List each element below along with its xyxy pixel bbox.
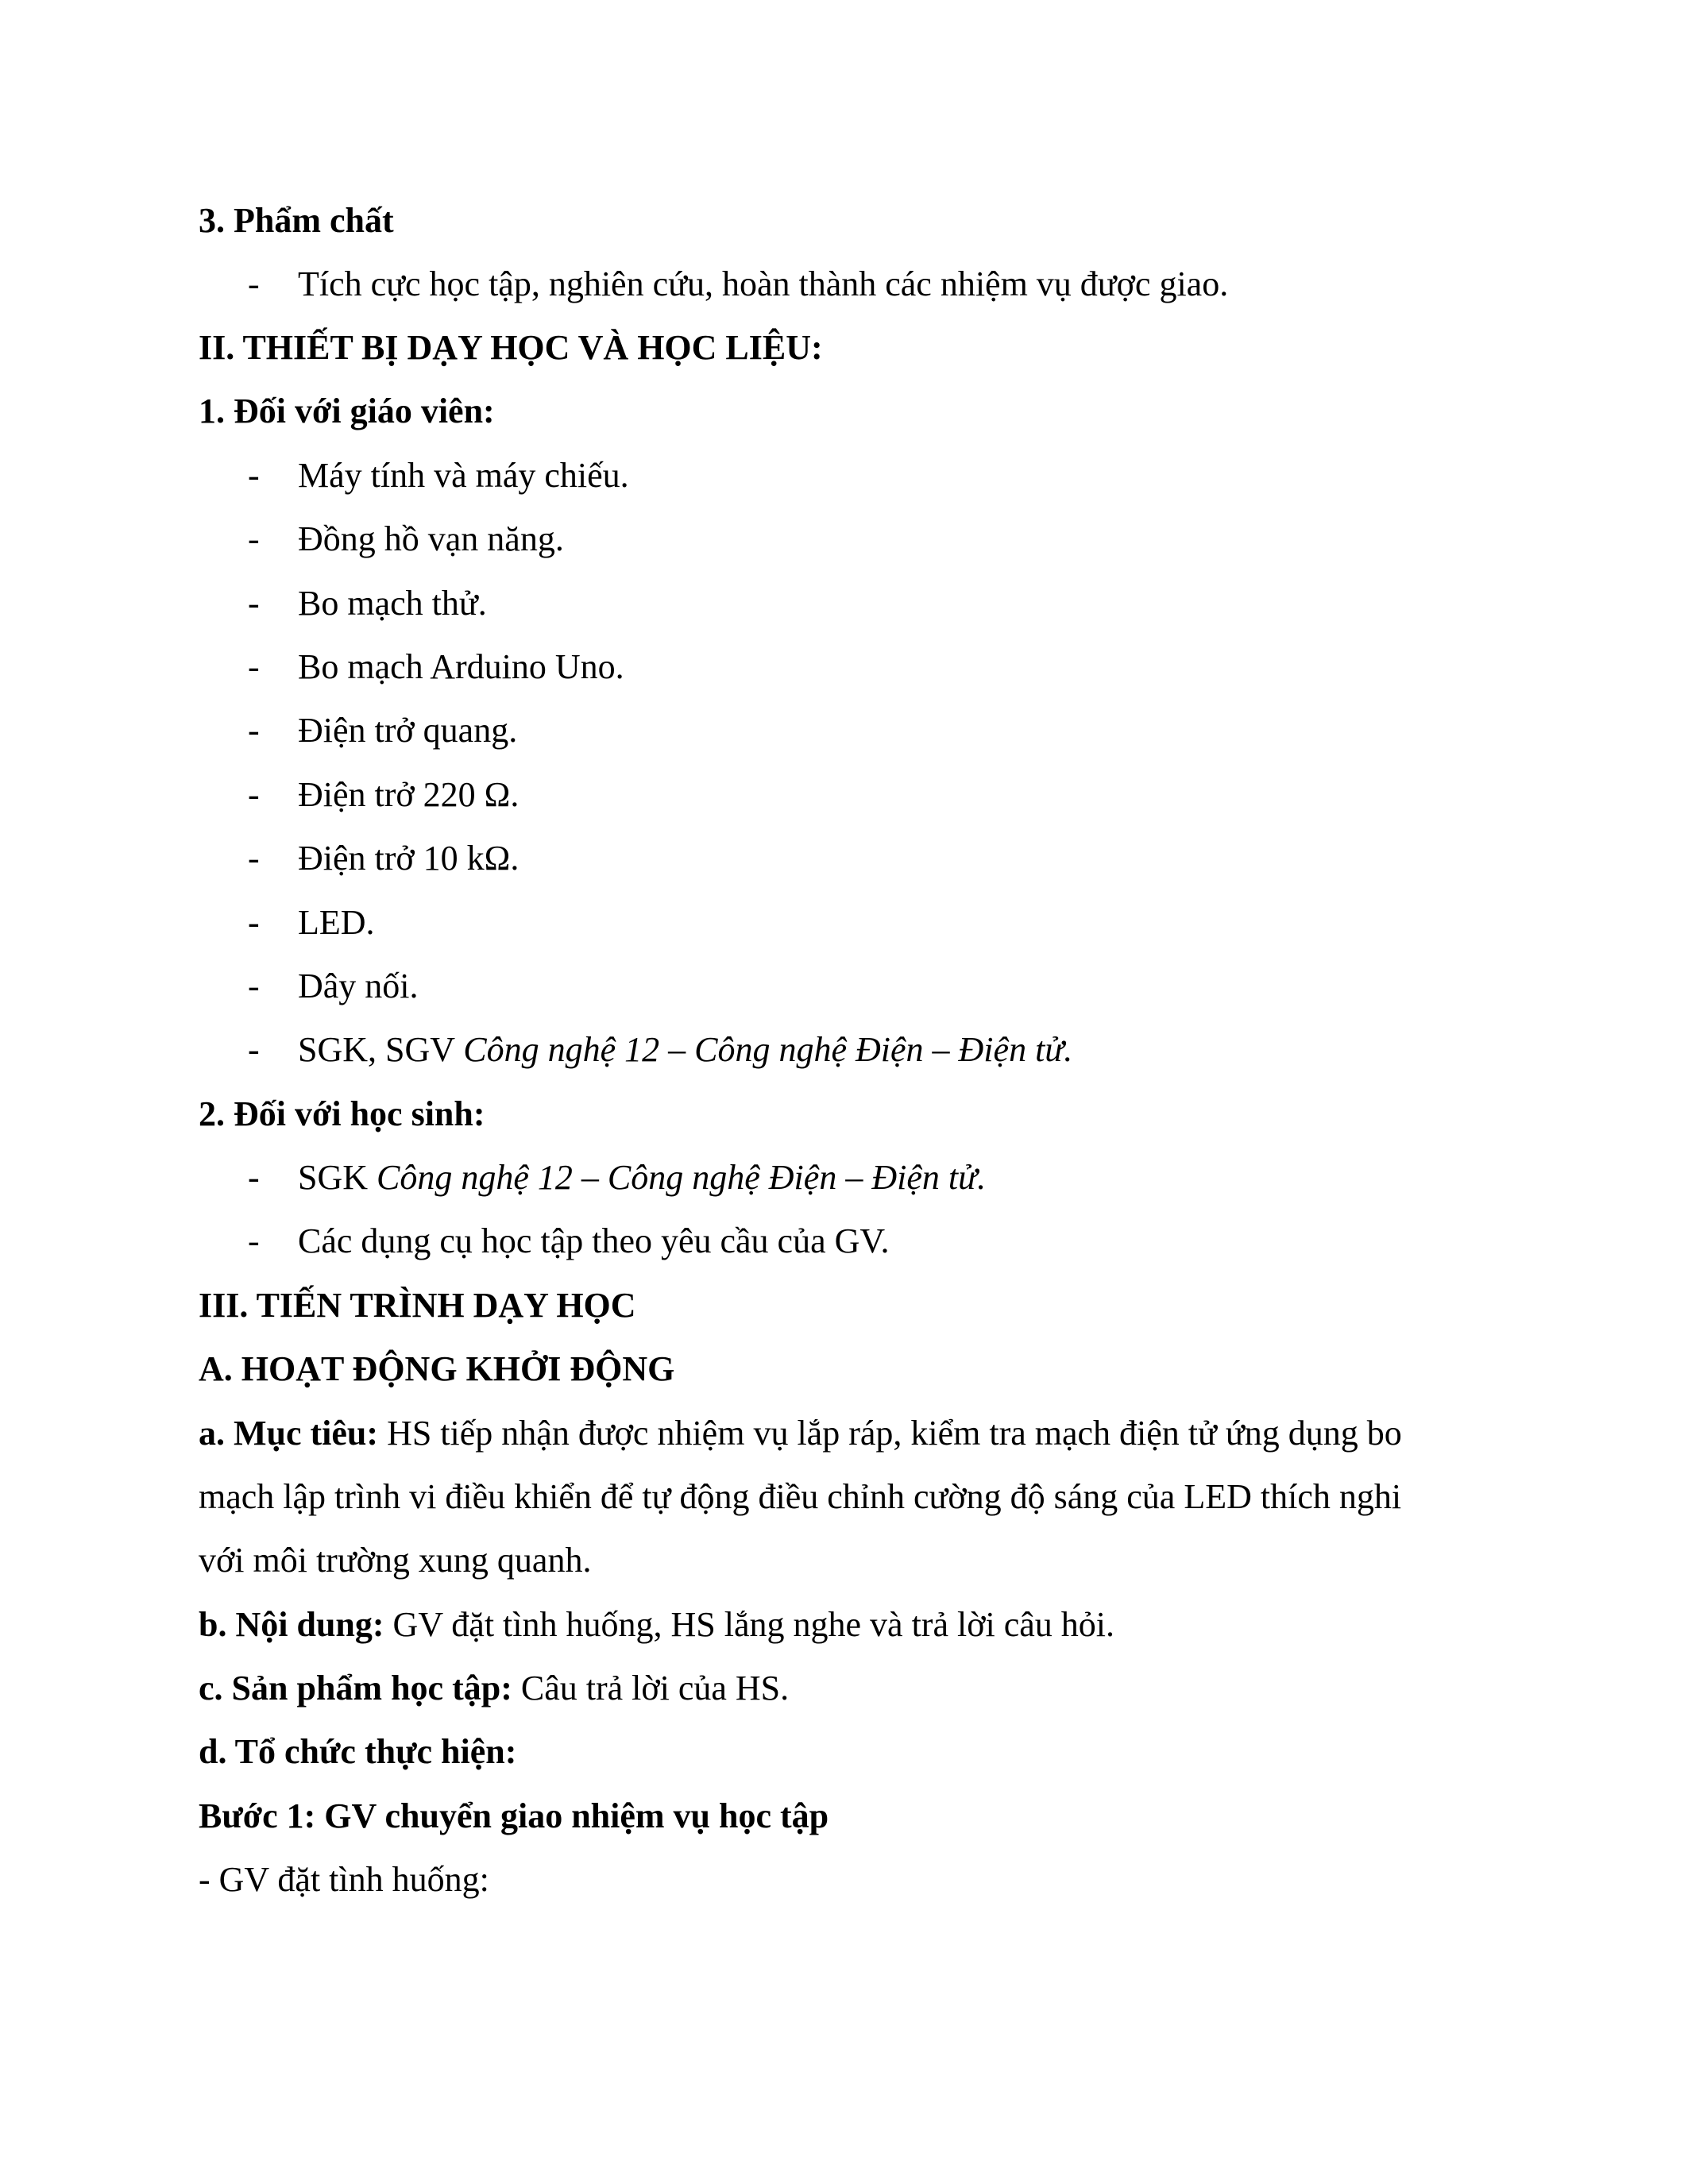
step1-text: - GV đặt tình huống: (199, 1860, 489, 1899)
list-dash: - (248, 456, 260, 495)
list-dash: - (248, 1221, 260, 1260)
list-item-text: Tích cực học tập, nghiên cứu, hoàn thành các nhiệm vụ được giao. (298, 264, 1229, 303)
list-item-prefix: SGK, SGV (298, 1030, 464, 1069)
book-title: Công nghệ 12 – Công nghệ Điện – Điện tử. (463, 1030, 1073, 1069)
subheading-giao-vien: 1. Đối với giáo viên: (199, 392, 495, 430)
list-item-text: Đồng hồ vạn năng. (298, 519, 564, 558)
list-item-text: LED. (298, 903, 375, 942)
product-text: Câu trả lời của HS. (512, 1669, 790, 1707)
product-label: c. Sản phẩm học tập: (199, 1669, 512, 1707)
list-item-text (298, 1154, 986, 1202)
content-label: b. Nội dung: (199, 1605, 384, 1644)
list-item-text: Điện trở quang. (298, 711, 518, 750)
list-dash: - (248, 903, 260, 942)
book-title: Công nghệ 12 – Công nghệ Điện – Điện tử. (377, 1158, 987, 1197)
list-item-text: Bo mạch Arduino Uno. (298, 647, 624, 686)
section-heading-tien-trinh: III. TIẾN TRÌNH DẠY HỌC (199, 1286, 636, 1325)
product-paragraph (199, 1665, 789, 1712)
organize-heading: d. Tổ chức thực hiện: (199, 1732, 517, 1771)
list-dash: - (248, 839, 260, 878)
list-dash: - (248, 519, 260, 558)
list-dash: - (248, 264, 260, 303)
list-dash: - (248, 1158, 260, 1197)
goal-text: HS tiếp nhận được nhiệm vụ lắp ráp, kiểm tra mạch điện tử ứng dụng bo (378, 1414, 1402, 1453)
step1-heading: Bước 1: GV chuyển giao nhiệm vụ học tập (199, 1796, 829, 1835)
goal-paragraph-line: mạch lập trình vi điều khiển để tự động điều chỉnh cường độ sáng của LED thích nghi (199, 1477, 1402, 1516)
list-dash: - (248, 711, 260, 750)
content-paragraph (199, 1601, 1114, 1649)
goal-paragraph-line: với môi trường xung quanh. (199, 1541, 592, 1580)
list-item-text: Máy tính và máy chiếu. (298, 456, 629, 495)
activity-heading-khoi-dong: A. HOẠT ĐỘNG KHỞI ĐỘNG (199, 1349, 675, 1388)
goal-paragraph-line (199, 1410, 1402, 1457)
section-heading-pham-chat: 3. Phẩm chất (199, 201, 394, 240)
list-dash: - (248, 647, 260, 686)
list-item-text: Dây nối. (298, 967, 419, 1005)
list-dash: - (248, 1030, 260, 1069)
section-heading-thiet-bi: II. THIẾT BỊ DẠY HỌC VÀ HỌC LIỆU: (199, 328, 823, 367)
list-item-text: Bo mạch thử. (298, 584, 487, 623)
list-dash: - (248, 584, 260, 623)
list-item-text (298, 1026, 1072, 1074)
list-item-prefix: SGK (298, 1158, 377, 1197)
list-item-text: Điện trở 220 Ω. (298, 775, 520, 814)
subheading-hoc-sinh: 2. Đối với học sinh: (199, 1094, 485, 1133)
list-dash: - (248, 967, 260, 1005)
list-item-text: Các dụng cụ học tập theo yêu cầu của GV. (298, 1221, 890, 1260)
content-text: GV đặt tình huống, HS lắng nghe và trả lời câu hỏi. (384, 1605, 1114, 1644)
list-dash: - (248, 775, 260, 814)
goal-label: a. Mục tiêu: (199, 1414, 379, 1453)
list-item-text: Điện trở 10 kΩ. (298, 839, 520, 878)
